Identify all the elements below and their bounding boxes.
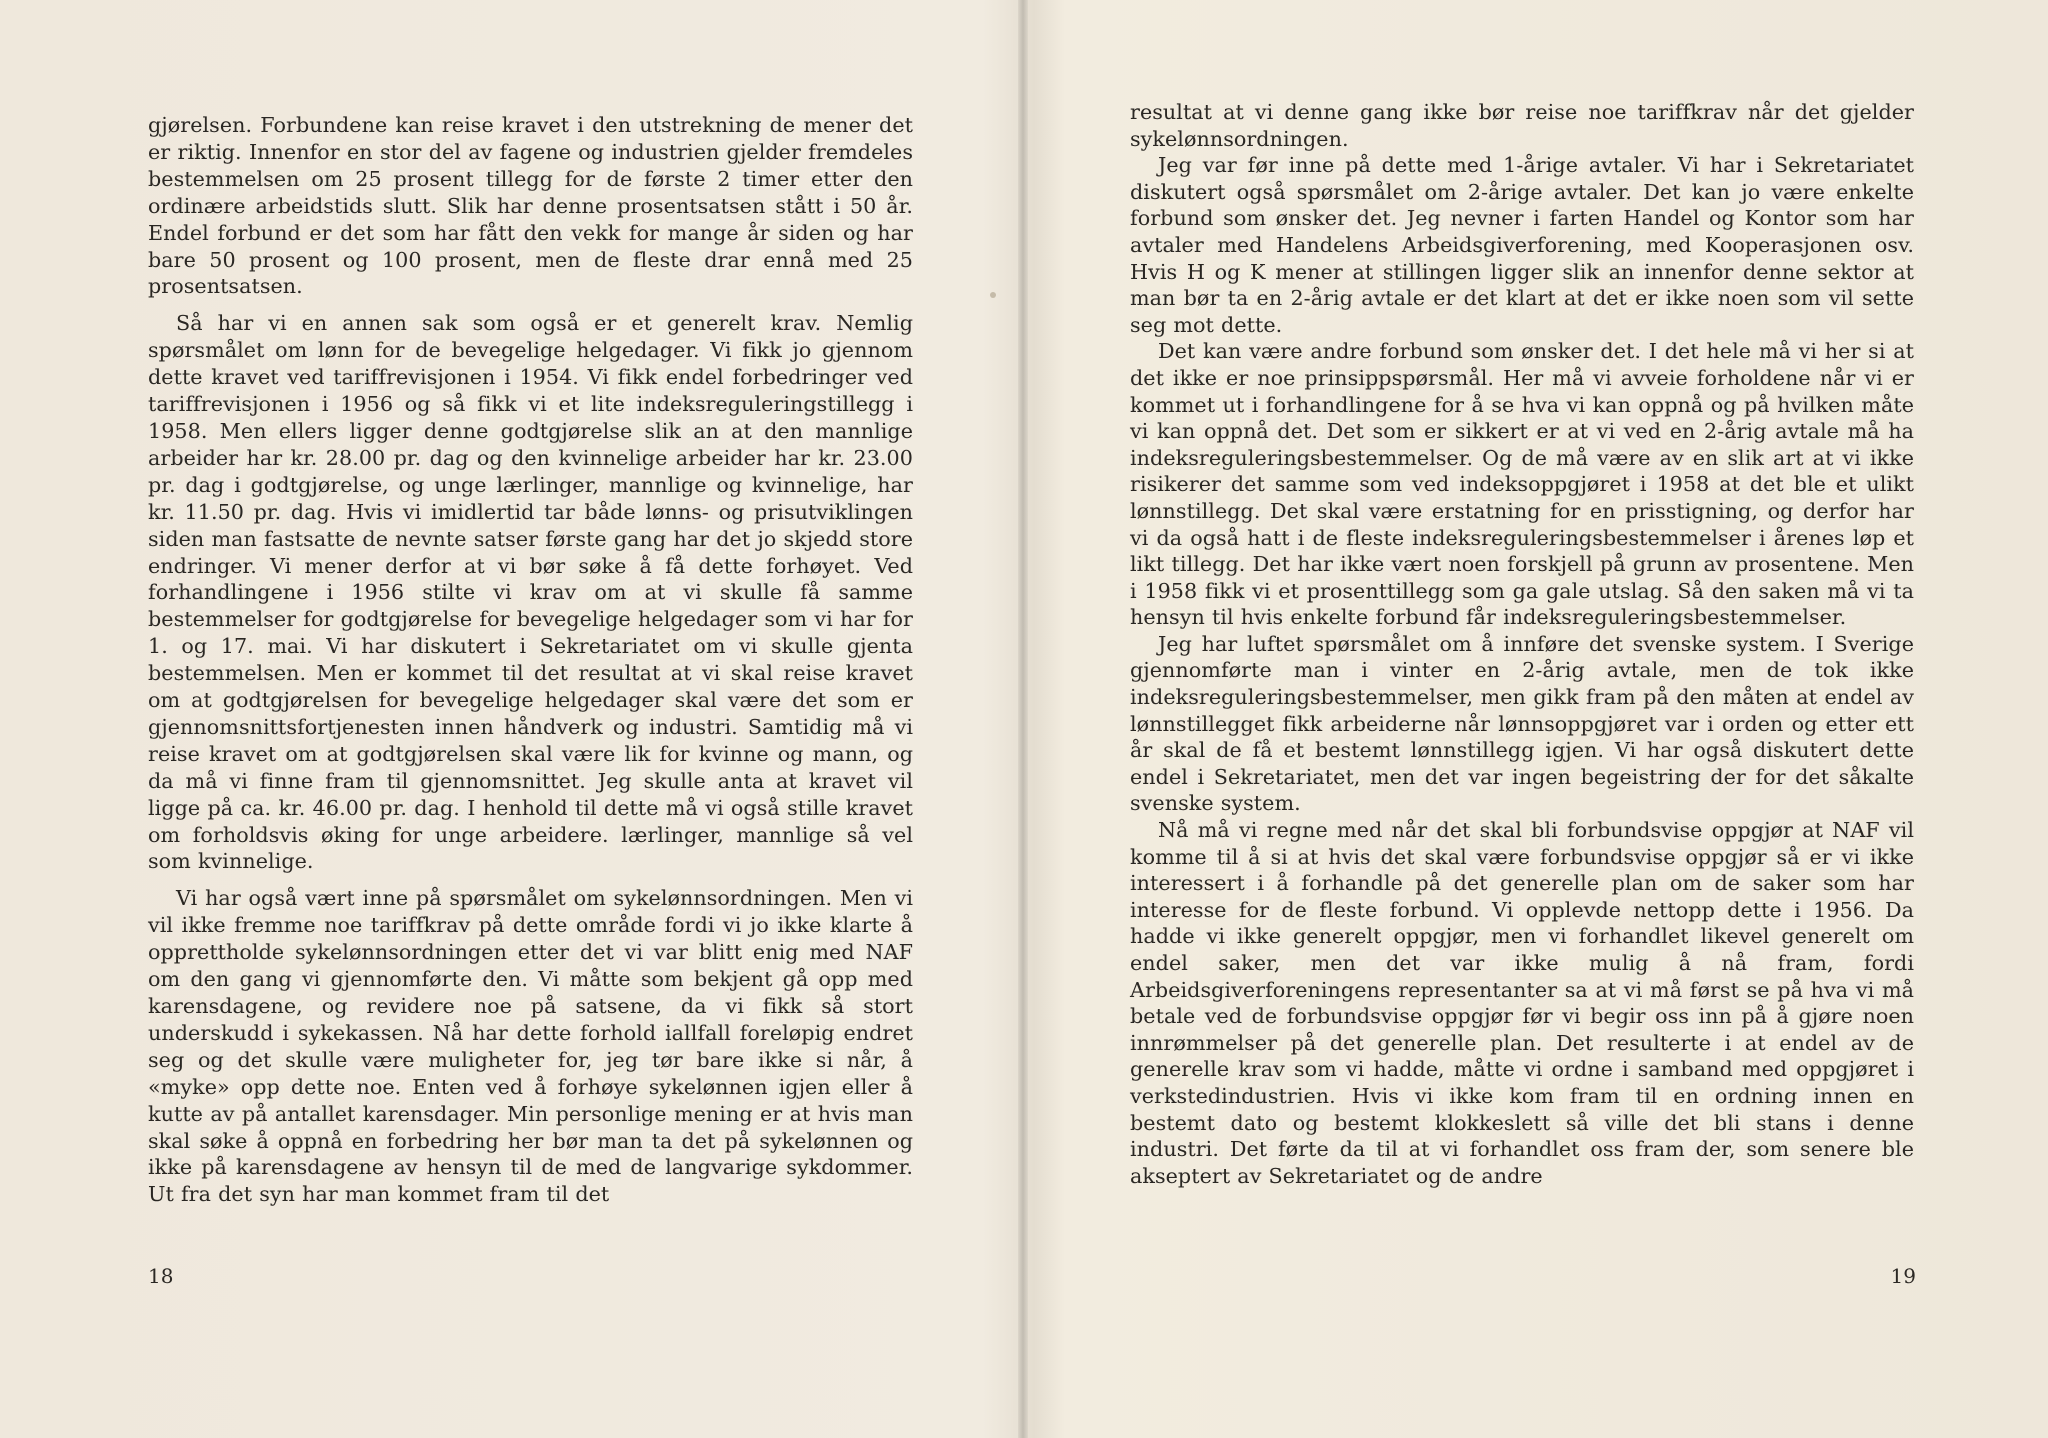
paragraph: Vi har også vært inne på spørsmålet om sykelønnsordningen. Men vi vil ikke fremme noe tariffkrav på dette område fordi vi jo ikke klarte å opprettholde sykelønnsordningen etter det vi var blitt enig med NAF om den gang vi gjennomførte den. Vi måtte som bekjent gå opp med karensdagene, og revidere noe på satsene, da vi fikk så stort underskudd i sykekassen. Nå har dette forhold iallfall foreløpig endret seg og det skulle være muligheter for, jeg tør bare ikke si når, å «myke» opp dette noe. Enten ved å forhøye sykelønnen igjen eller å kutte av på antallet karensdager. Min personlige mening er at hvis man skal søke å oppnå en forbedring her bør man ta det på sykelønnen og ikke på karensdagene av hensyn til de med de langvarige sykdommer. Ut fra det syn har man kommet fram til det	[148, 886, 913, 1207]
paragraph: Så har vi en annen sak som også er et generelt krav. Nemlig spørsmålet om lønn for de bevegelige helgedager. Vi fikk jo gjennom dette kravet ved tariffrevisjonen i 1954. Vi fikk endel forbedringer ved tariffrevisjonen i 1956 og så fikk vi et lite indeksreguleringstillegg i 1958. Men ellers ligger denne godtgjørelse slik an at den mannlige arbeider har kr. 28.00 pr. dag og den kvinnelige arbeider har kr. 23.00 pr. dag i godtgjørelse, og unge lærlinger, mannlige og kvinnelige, har kr. 11.50 pr. dag. Hvis vi imidlertid tar både lønns- og prisutviklingen siden man fastsatte de nevnte satser første gang har det jo skjedd store endringer. Vi mener derfor at vi bør søke å få dette forhøyet. Ved forhandlingene i 1956 stilte vi krav om at vi skulle få samme bestemmelser for godtgjørelse for bevegelige helgedager som vi har for 1. og 17. mai. Vi har diskutert i Sekretariatet om vi skulle gjenta bestemmelsen. Men er kommet til det resultat at vi skal reise kravet om at godtgjørelsen for bevegelige helgedager skal være det som er gjennomsnittsfortjenesten innen håndverk og industri. Samtidig må vi reise kravet om at godtgjørelsen skal være lik for kvinne og mann, og da må vi finne fram til gjennomsnittet. Jeg skulle anta at kravet vil ligge på ca. kr. 46.00 pr. dag. I henhold til dette må vi også stille kravet om forholdsvis øking for unge arbeidere. lærlinger, mannlige så vel som kvinnelige.	[148, 311, 913, 874]
paragraph: Jeg var før inne på dette med 1-årige avtaler. Vi har i Sekretariatet diskutert også spørsmålet om 2-årige avtaler. Det kan jo være enkelte forbund som ønsker det. Jeg nevner i farten Handel og Kontor som har avtaler med Handelens Arbeidsgiverforening, med Kooperasjonen osv. Hvis H og K mener at stillingen ligger slik an innenfor denne sektor at man bør ta en 2-årig avtale er det klart at det er ikke noen som vil sette seg mot dette.	[1130, 153, 1914, 337]
paper-mark	[990, 292, 996, 298]
page-number-left: 18	[148, 1264, 174, 1288]
left-page-text	[148, 112, 913, 1208]
right-page	[1020, 0, 2048, 1438]
right-page-text	[1130, 99, 1914, 1189]
paragraph: Det kan være andre forbund som ønsker det. I det hele må vi her si at det ikke er noe prinsippspørsmål. Her må vi avveie forholdene når vi er kommet ut i forhandlingene for å se hva vi kan oppnå og på hvilken måte vi kan oppnå det. Det som er sikkert er at vi ved en 2-årig avtale må ha indeksreguleringsbestemmelser. Og de må være av en slik art at vi ikke risikerer det samme som ved indeksoppgjøret i 1958 at det ble et ulikt lønnstillegg. Det skal være erstatning for en prisstigning, og derfor har vi da også hatt i de fleste indeksreguleringsbestemmelser i årenes løp et likt tillegg. Det har ikke vært noen forskjell på grunn av prosentene. Men i 1958 fikk vi et prosenttillegg som ga gale utslag. Så den saken må vi ta hensyn til hvis enkelte forbund får indeksreguleringsbestemmelser.	[1130, 339, 1914, 630]
left-page	[0, 0, 1020, 1438]
paragraph: Nå må vi regne med når det skal bli forbundsvise oppgjør at NAF vil komme til å si at hvis det skal være forbundsvise oppgjør så er vi ikke interessert i å forhandle på det generelle plan om de saker som har interesse for de fleste forbund. Vi opplevde nettopp dette i 1956. Da hadde vi ikke generelt oppgjør, men vi forhandlet likevel generelt om endel saker, men det var ikke mulig å nå fram, fordi Arbeidsgiverforeningens representanter sa at vi må først se på hva vi må betale ved de forbundsvise oppgjør før vi begir oss inn på å gjøre noen innrømmelser på det generelle plan. Det resulterte i at endel av de generelle krav som vi hadde, måtte vi ordne i samband med oppgjøret i verkstedindustrien. Hvis vi ikke kom fram til en ordning innen en bestemt dato og bestemt klokkeslett så ville det bli stans i denne industri. Det førte da til at vi forhandlet oss fram der, som senere ble akseptert av Sekretariatet og de andre	[1130, 818, 1914, 1188]
page-number-right: 19	[1890, 1264, 1916, 1288]
paragraph: resultat at vi denne gang ikke bør reise noe tariffkrav når det gjelder sykelønnsordningen.	[1130, 100, 1914, 151]
paragraph: gjørelsen. Forbundene kan reise kravet i den utstrekning de mener det er riktig. Innenfor en stor del av fagene og industrien gjelder fremdeles bestemmelsen om 25 prosent tillegg for de første 2 timer etter den ordinære arbeidstids slutt. Slik har denne prosentsatsen stått i 50 år. Endel forbund er det som har fått den vekk for mange år siden og har bare 50 prosent og 100 prosent, men de fleste drar ennå med 25 prosentsatsen.	[148, 113, 913, 299]
paragraph: Jeg har luftet spørsmålet om å innføre det svenske system. I Sverige gjennomførte man i vinter en 2-årig avtale, men de tok ikke indeksreguleringsbestemmelser, men gikk fram på den måten at endel av lønnstillegget fikk arbeiderne når lønnsoppgjøret var i orden og etter ett år skal de få et bestemt lønnstillegg igjen. Vi har også diskutert dette endel i Sekretariatet, men det var ingen begeistring der for det såkalte svenske system.	[1130, 631, 1914, 816]
